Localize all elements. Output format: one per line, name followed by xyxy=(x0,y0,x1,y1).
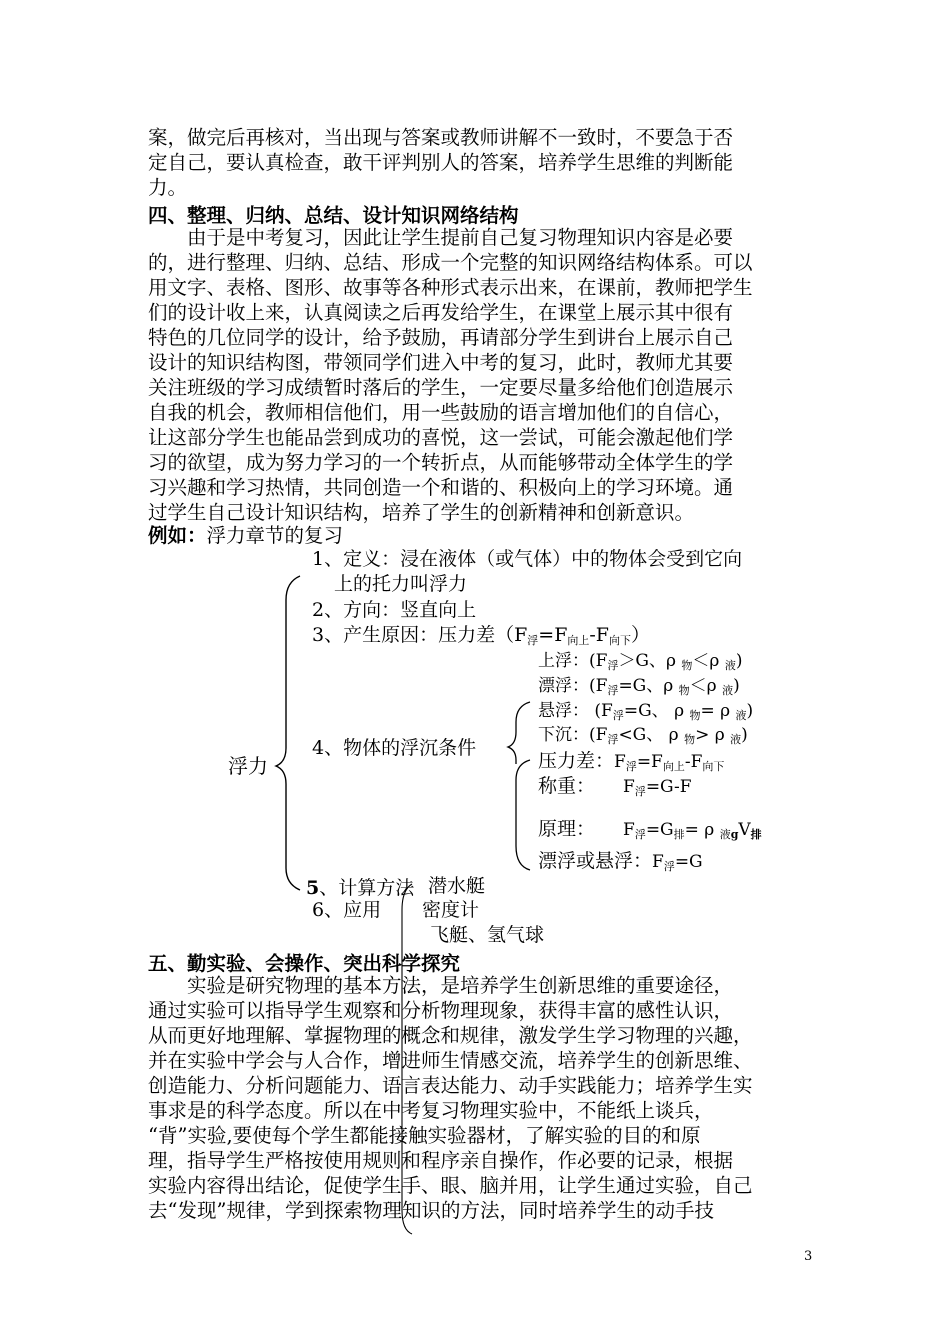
subscript: 物 xyxy=(681,659,693,672)
item-6-applications: 6、应用 xyxy=(312,899,382,921)
text-line: “背”实验,要使每个学生都能接触实验器材，了解实验的目的和原 xyxy=(148,1124,701,1147)
formula-text: 压力差： xyxy=(538,750,615,772)
example-text: 浮力章节的复习 xyxy=(206,524,344,547)
example-label: 例如： xyxy=(148,524,207,547)
formula-text: 下沉：(F xyxy=(538,725,608,745)
formula-text: <G、 ρ xyxy=(618,725,685,745)
item-2-direction: 2、方向：竖直向上 xyxy=(312,599,477,621)
main-brace xyxy=(276,576,300,890)
section-4-heading: 四、整理、归纳、总结、设计知识网络结构 xyxy=(148,204,519,227)
text-line: 通过实验可以指导学生观察和分析物理现象，获得丰富的感性认识， xyxy=(148,999,734,1022)
subscript: 浮 xyxy=(607,684,619,697)
formula-text: ) xyxy=(733,676,740,696)
text-line: 特色的几位同学的设计，给予鼓励，再请部分学生到讲台上展示自己 xyxy=(148,326,734,349)
text-line: 定自己，要认真检查，敢干评判别人的答案，培养学生思维的判断能 xyxy=(148,151,734,174)
subscript: 浮 xyxy=(663,860,675,873)
subscript: 向下 xyxy=(609,634,631,647)
subscript: 排 xyxy=(750,828,762,841)
text-line: 去“发现”规律，学到探索物理知识的方法，同时培养学生的动手技 xyxy=(148,1199,714,1222)
subscript: 液 xyxy=(724,659,736,672)
section-5-heading: 五、勤实验、会操作、突出科学探究 xyxy=(148,952,461,975)
item-5-calculation xyxy=(306,876,414,900)
conditions-brace xyxy=(508,702,530,764)
method-archimedes-principle xyxy=(538,817,762,847)
subscript: 物 xyxy=(689,709,701,722)
text-line: 的，进行整理、归纳、总结、形成一个完整的知识网络结构体系。可以 xyxy=(148,251,753,274)
subscript: 液 xyxy=(730,733,742,746)
text-line: 自我的机会，教师相信他们，用一些鼓励的语言增加他们的自信心， xyxy=(148,401,734,424)
formula-text: F xyxy=(623,820,635,840)
condition-sink xyxy=(538,723,748,752)
formula-text: =G、 ρ xyxy=(623,701,690,721)
formula-text: ＜ρ xyxy=(689,676,723,696)
subscript: 向上 xyxy=(662,760,685,773)
formula-text: ＜ρ xyxy=(692,651,725,671)
formula-text: F xyxy=(652,852,664,872)
formula-text: 漂浮或悬浮： xyxy=(538,850,653,872)
text-line: 理，指导学生严格按使用规则和程序亲自操作，作必要的记录，根据 xyxy=(148,1149,734,1172)
formula-text: 上浮：(F xyxy=(538,651,608,671)
formula-text: 3、产生原因：压力差（F xyxy=(312,624,528,646)
subscript: 排 xyxy=(673,828,685,841)
subscript: 物 xyxy=(678,684,690,697)
item-1-definition-cont: 上的托力叫浮力 xyxy=(334,573,468,595)
text-line: 习的欲望，成为努力学习的一个转折点，从而能够带动全体学生的学 xyxy=(148,451,734,474)
text-line: 并在实验中学会与人合作，增进师生情感交流，培养学生的创新思维、 xyxy=(148,1049,753,1072)
application-submarine: 潜水艇 xyxy=(428,875,486,897)
text-line: 用文字、表格、图形、故事等各种形式表示出来，在课前，教师把学生 xyxy=(148,276,753,299)
formula-text: 漂浮：(F xyxy=(538,676,608,696)
formula-text: = ρ xyxy=(700,701,736,721)
subscript: 浮 xyxy=(634,828,646,841)
formula-text: -F xyxy=(589,624,609,646)
item-number: 5 xyxy=(306,877,320,899)
formula-text: =G xyxy=(645,820,674,840)
formula-text: 、计算方法 xyxy=(319,877,415,899)
item-4-sink-float-conditions: 4、物体的浮沉条件 xyxy=(312,737,477,759)
formula-text: 称重： xyxy=(538,775,596,797)
subscript: 浮 xyxy=(607,659,619,672)
formula-text: ) xyxy=(735,651,743,671)
subscript: 向上 xyxy=(567,634,590,647)
text-line: 关注班级的学习成绩暂时落后的学生，一定要尽量多给他们创造展示 xyxy=(148,376,734,399)
section-5-body xyxy=(148,973,813,1223)
text-line: 让这部分学生也能品尝到成功的喜悦，这一尝试，可能会激起他们学 xyxy=(148,426,734,449)
method-float-suspend xyxy=(538,849,703,879)
subscript: g xyxy=(730,828,739,841)
formula-text: =G-F xyxy=(645,777,692,797)
formula-text: =F xyxy=(538,624,568,646)
subscript: 浮 xyxy=(634,785,646,798)
item-1-definition: 1、定义：浸在液体（或气体）中的物体会受到它向 xyxy=(312,548,743,570)
formula-text: F xyxy=(623,777,635,797)
text-line: 由于是中考复习，因此让学生提前自己复习物理知识内容是必要 xyxy=(148,226,734,249)
formula-text: V xyxy=(738,820,751,840)
text-line: 力。 xyxy=(148,176,188,199)
formula-text: 原理： xyxy=(538,818,596,840)
formula-text: =F xyxy=(636,752,663,772)
formula-text: =G、ρ xyxy=(618,676,679,696)
diagram-root: 浮力 xyxy=(228,754,268,778)
page-number: 3 xyxy=(804,1249,813,1264)
text-line: 设计的知识结构图，带领同学们进入中考的复习，此时，教师尤其要 xyxy=(148,351,734,374)
method-weighing xyxy=(538,774,692,804)
formula-text: ) xyxy=(741,725,748,745)
formula-text: F xyxy=(614,752,626,772)
text-line: 过学生自己设计知识结构，培养了学生的创新精神和创新意识。 xyxy=(148,501,695,524)
subscript: 浮 xyxy=(527,634,539,647)
text-line: 事求是的科学态度。所以在中考复习物理实验中，不能纸上谈兵， xyxy=(148,1099,714,1122)
subscript: 浮 xyxy=(625,760,637,773)
application-airship: 飞艇、氢气球 xyxy=(430,924,545,946)
text-line: 实验是研究物理的基本方法，是培养学生创新思维的重要途径， xyxy=(148,974,734,997)
formula-text: 悬浮： (F xyxy=(538,701,613,721)
subscript: 浮 xyxy=(607,733,619,746)
text-line: 实验内容得出结论，促使学生手、眼、脑并用，让学生通过实验，自己 xyxy=(148,1174,753,1197)
subscript: 物 xyxy=(684,733,696,746)
text-line: 案，做完后再核对，当出现与答案或教师讲解不一致时，不要急于否 xyxy=(148,126,734,149)
formula-text: > ρ xyxy=(695,725,731,745)
formula-text: =G xyxy=(674,852,703,872)
application-hydrometer: 密度计 xyxy=(422,899,480,921)
subscript: 向下 xyxy=(702,760,725,773)
subscript: 液 xyxy=(722,684,734,697)
text-line: 们的设计收上来，认真阅读之后再发给学生，在课堂上展示其中很有 xyxy=(148,301,734,324)
subscript: 液 xyxy=(719,828,731,841)
formula-text: = ρ xyxy=(684,820,720,840)
text-line: 习兴趣和学习热情，共同创造一个和谐的、积极向上的学习环境。通 xyxy=(148,476,734,499)
methods-brace xyxy=(516,760,530,870)
text-line: 创造能力、分析问题能力、语言表达能力、动手实践能力；培养学生实 xyxy=(148,1074,753,1097)
text-line: 从而更好地理解、掌握物理的概念和规律，激发学生学习物理的兴趣， xyxy=(148,1024,753,1047)
formula-text: ＞G、ρ xyxy=(618,651,682,671)
formula-text: ） xyxy=(631,624,651,646)
subscript: 液 xyxy=(735,709,747,722)
formula-text: -F xyxy=(684,752,703,772)
formula-text: ) xyxy=(746,701,754,721)
subscript: 浮 xyxy=(612,709,624,722)
